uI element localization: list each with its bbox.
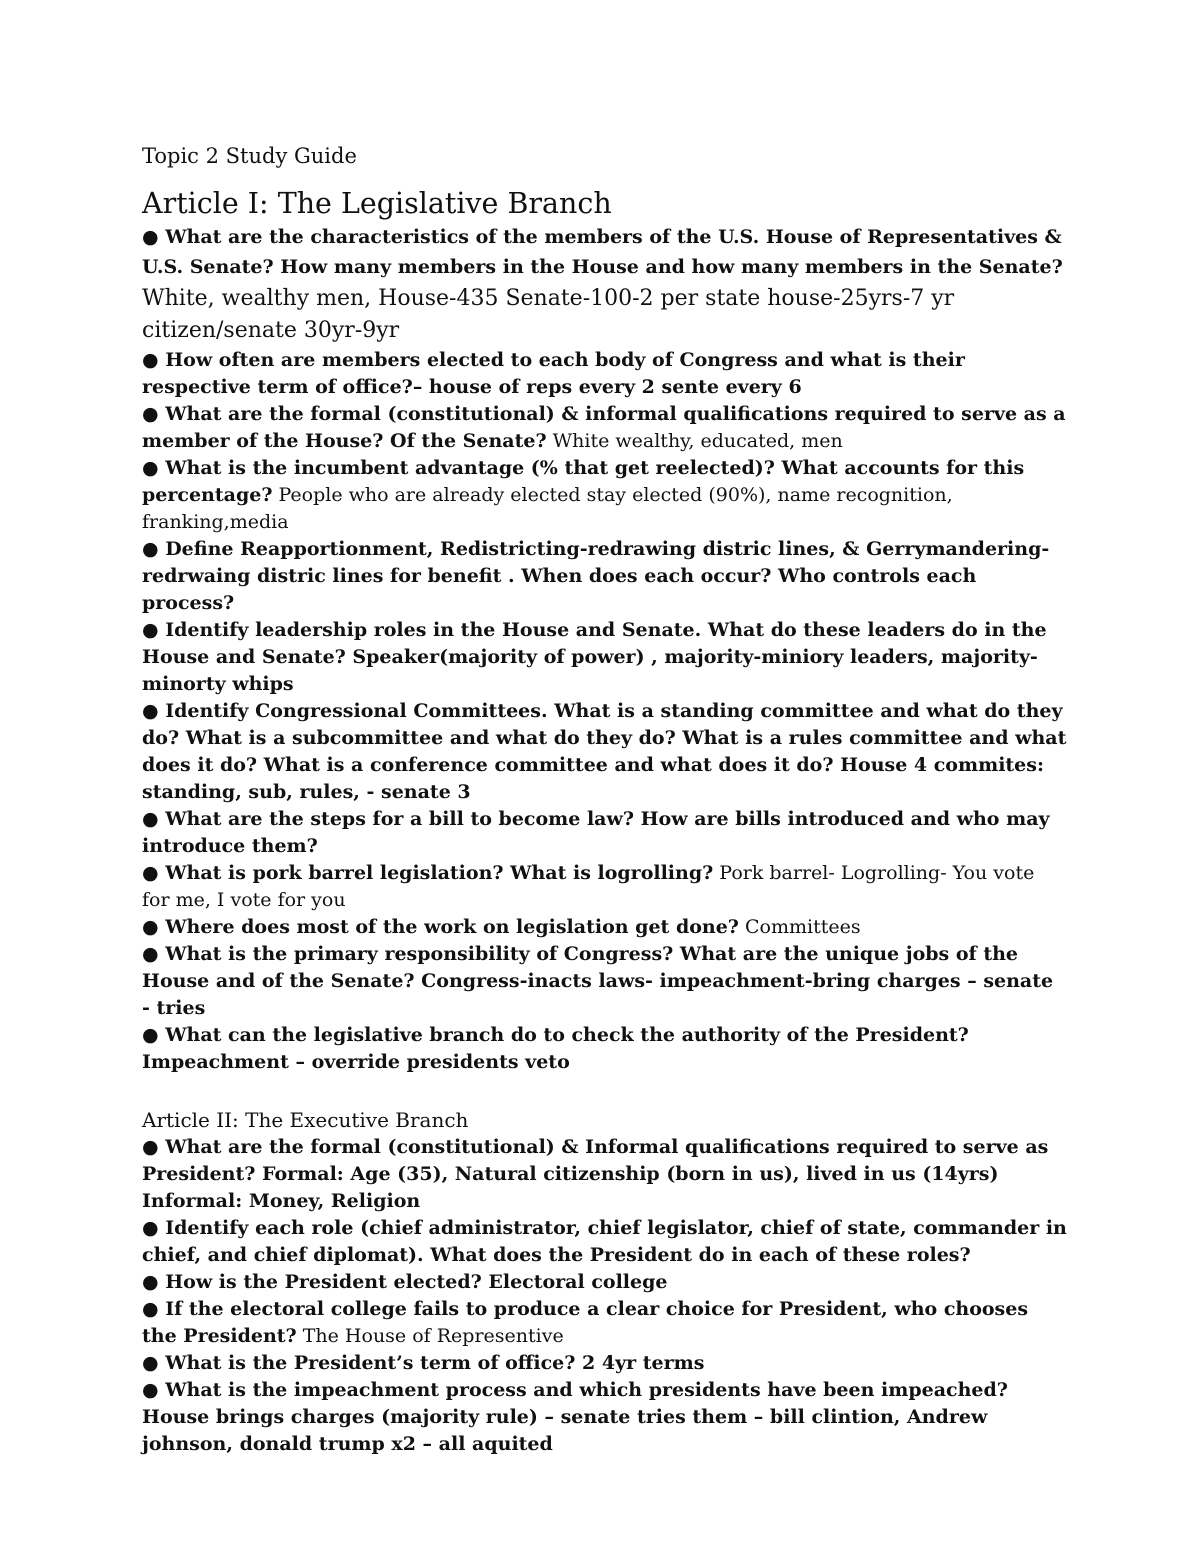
question-text: ● Identify each role (chief administrator, chief legislator, chief of state, commander in chief, and chief diplomat). What does the President do in each of these roles? bbox=[142, 1217, 1067, 1266]
list-item bbox=[142, 698, 1067, 806]
list-item bbox=[142, 617, 1067, 698]
section-heading-article-1: Article I: The Legislative Branch bbox=[142, 187, 612, 220]
question-text: ● If the electoral college fails to produce a clear choice for President, who chooses the President? bbox=[142, 1298, 1029, 1347]
list-item bbox=[142, 1269, 1067, 1296]
question-text: ● What is the impeachment process and which presidents have been impeached? bbox=[142, 1379, 1008, 1401]
section-heading-article-2: Article II: The Executive Branch bbox=[142, 1108, 469, 1132]
list-item bbox=[142, 1296, 1067, 1350]
question-text: ● Identify Congressional Committees. What is a standing committee and what do they do? What is a subcommittee and what do they do? What is a rules committee and what does it do? What is a conference committee and what does it do? bbox=[142, 700, 1067, 776]
list-item bbox=[142, 1134, 1067, 1215]
answer-text: – house of reps every 2 sente every 6 bbox=[412, 376, 802, 398]
answer-text: House 4 commites: standing, sub, rules, - senate 3 bbox=[142, 754, 1044, 803]
answer-text: Formal: Age (35), Natural citizenship (born in us), lived in us (14yrs) Informal: Money, Religion bbox=[142, 1163, 999, 1212]
answer-text: House brings charges (majority rule) – senate tries them – bill clintion, Andrew johnson, donald trump x2 – all aquited bbox=[142, 1406, 988, 1455]
answer-text: Congress-inacts laws- impeachment-bring charges – senate - tries bbox=[142, 970, 1054, 1019]
question-text: ● What are the characteristics of the members of the U.S. House of Representatives & U.S. Senate? How many members in the House and how many members in the Senate? bbox=[142, 226, 1063, 278]
list-item bbox=[142, 1377, 1067, 1458]
list-item bbox=[142, 347, 1067, 401]
question-text: ● What is pork barrel legislation? What is logrolling? bbox=[142, 862, 714, 884]
question-text: ● What is the President’s term of office? bbox=[142, 1352, 576, 1374]
answer-text: White, wealthy men, House-435 Senate-100-2 per state house-25yrs-7 yr citizen/senate 30yr-9yr bbox=[142, 286, 955, 343]
answer-text: Impeachment – override presidents veto bbox=[142, 1051, 570, 1073]
answer-text: Pork barrel- Logrolling- You vote for me, I vote for you bbox=[142, 862, 1035, 911]
question-text: ● What are the steps for a bill to become law? How are bills introduced and who may introduce them? bbox=[142, 808, 1050, 857]
answer-text: Speaker(majority of power) , majority-miniory leaders, majority-minorty whips bbox=[142, 646, 1038, 695]
answer-text: Electoral college bbox=[481, 1271, 668, 1293]
list-item bbox=[142, 536, 1067, 617]
answer-text: White wealthy, educated, men bbox=[546, 430, 843, 452]
list-item bbox=[142, 401, 1067, 455]
list-item bbox=[142, 941, 1067, 1022]
document-title: Topic 2 Study Guide bbox=[142, 144, 357, 168]
list-item bbox=[142, 1215, 1067, 1269]
list-item bbox=[142, 1022, 1067, 1076]
question-text: ● Identify leadership roles in the House and Senate. What do these leaders do in the House and Senate? bbox=[142, 619, 1047, 668]
question-text: ● What is the incumbent advantage (% that get reelected)? What accounts for this percentage? bbox=[142, 457, 1025, 506]
list-item bbox=[142, 1350, 1067, 1377]
answer-text: The House of Representive bbox=[296, 1325, 564, 1347]
question-text: ● How often are members elected to each body of Congress and what is their respective term of office? bbox=[142, 349, 965, 398]
list-item bbox=[142, 914, 1067, 941]
list-item bbox=[142, 860, 1067, 914]
question-text: ● How is the President elected? bbox=[142, 1271, 482, 1293]
answer-text: People who are already elected stay elected (90%), name recognition, franking,media bbox=[142, 484, 953, 533]
list-item bbox=[142, 224, 1067, 347]
question-text: ● Define Reapportionment, Redistricting-redrawing distric lines, & Gerrymandering-redrwaing distric lines for benefit . When does each occur? Who controls each process? bbox=[142, 538, 1050, 614]
answer-text: Committees bbox=[738, 916, 861, 938]
list-item bbox=[142, 455, 1067, 536]
question-text: ● What are the formal (constitutional) & Informal qualifications required to serve as President? bbox=[142, 1136, 1049, 1185]
list-item bbox=[142, 806, 1067, 860]
document-body bbox=[142, 140, 1067, 1458]
question-text: ● Where does most of the work on legislation get done? bbox=[142, 916, 739, 938]
question-text: ● What can the legislative branch do to check the authority of the President? bbox=[142, 1024, 969, 1046]
answer-text: 2 4yr terms bbox=[575, 1352, 705, 1374]
question-text: ● What are the formal (constitutional) & informal qualifications required to serve as a member of the House? Of the Senate? bbox=[142, 403, 1066, 452]
question-text: ● What is the primary responsibility of Congress? What are the unique jobs of the House and of the Senate? bbox=[142, 943, 1019, 992]
